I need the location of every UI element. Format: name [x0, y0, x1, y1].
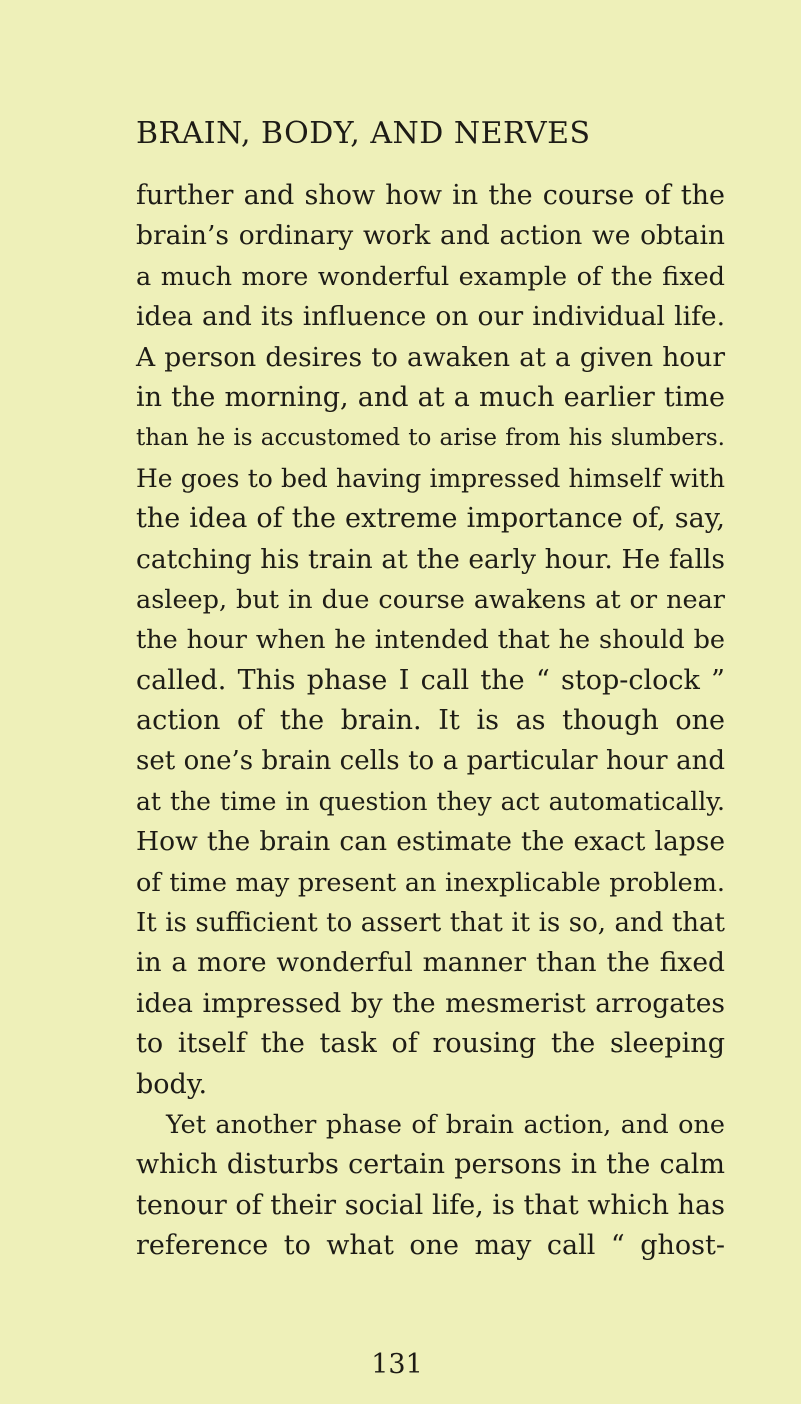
page-number: 131	[371, 1349, 423, 1380]
text-line: the hour when he intended that he should be	[136, 625, 725, 656]
text-line: to itself the task of rousing the sleeping	[136, 1028, 725, 1060]
text-line: idea impressed by the mesmerist arrogates	[136, 987, 725, 1019]
text-line: It is sufficient to assert that it is so, and that	[136, 908, 725, 939]
text-line-paragraph-start: Yet another phase of brain action, and one	[166, 1109, 725, 1140]
text-line: in the morning, and at a much earlier time	[136, 381, 725, 413]
text-line: the idea of the extreme importance of, say,	[136, 503, 725, 535]
text-line: further and show how in the course of the	[136, 180, 725, 211]
running-head: BRAIN, BODY, AND NERVES	[136, 116, 591, 151]
text-line: in a more wonderful manner than the fixed	[136, 947, 725, 979]
text-line: catching his train at the early hour. He falls	[136, 543, 725, 575]
text-line: which disturbs certain persons in the calm	[136, 1149, 725, 1181]
text-line: set one’s brain cells to a particular hour and	[136, 746, 725, 777]
text-line: than he is accustomed to arise from his slumbers.	[136, 425, 725, 452]
text-line: action of the brain. It is as though one	[136, 705, 725, 737]
text-line: body.	[136, 1068, 208, 1100]
text-line: a much more wonderful example of the fixed	[136, 261, 725, 292]
body-text	[136, 176, 725, 1267]
text-line: at the time in question they act automatically.	[136, 786, 725, 816]
text-line: reference to what one may call “ ghost-	[136, 1230, 725, 1262]
text-line: How the brain can estimate the exact lapse	[136, 826, 725, 858]
text-line: tenour of their social life, is that which has	[136, 1189, 725, 1221]
text-line: A person desires to awaken at a given hour	[136, 341, 725, 373]
text-line: He goes to bed having impressed himself with	[136, 463, 725, 493]
text-line: brain’s ordinary work and action we obtain	[136, 220, 725, 252]
text-line: called. This phase I call the “ stop-clock ”	[136, 664, 725, 696]
text-line: of time may present an inexplicable problem.	[136, 867, 725, 898]
text-line: asleep, but in due course awakens at or near	[136, 584, 725, 615]
text-line: idea and its influence on our individual life.	[136, 301, 725, 333]
